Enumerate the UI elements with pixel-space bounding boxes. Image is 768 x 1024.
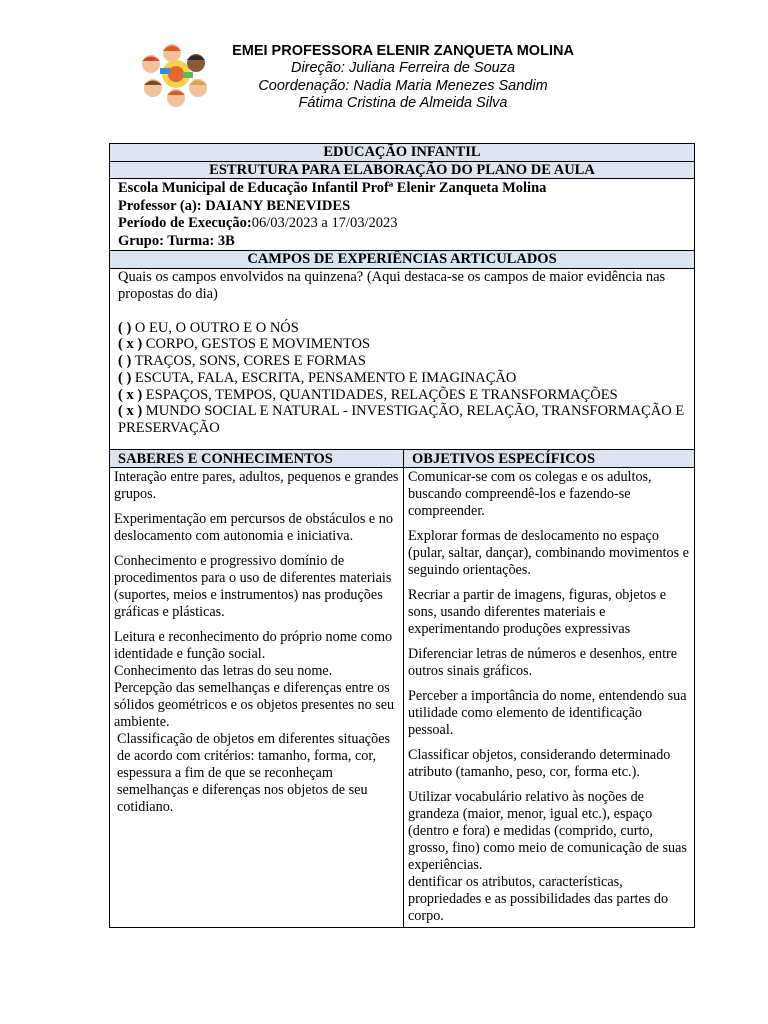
saberes-item: Experimentação em percursos de obstáculos e no deslocamento com autonomia e iniciativa. [114,510,393,544]
objetivos-column [404,450,694,927]
saberes-body [110,468,403,826]
campo-label: O EU, O OUTRO E O NÓS [134,319,299,336]
campos-question: Quais os campos envolvidos na quinzena? (Aqui destaca-se os campos de maior evidência nas propostas do dia) [118,268,666,302]
campo-label: CORPO, GESTOS E MOVIMENTOS [145,336,371,353]
professor-field: Professor (a): DAIANY BENEVIDES [118,197,351,214]
objetivo-item: Classificar objetos, considerando determinado atributo (tamanho, peso, cor, forma etc.). [408,746,671,780]
group-field: Grupo: Turma: 3B [118,232,235,249]
campo-checkbox: ( x ) [118,336,143,353]
objetivos-header: OBJETIVOS ESPECÍFICOS [404,450,694,468]
saberes-item: Classificação de objetos em diferentes situações de acordo com critérios: tamanho, forma, cor, espessura a fim de que se reconheçam semelhanças e diferenças nos objetos de seu cotidiano. [117,730,391,815]
campos-section [110,269,694,450]
campo-item [118,353,686,370]
lesson-plan-table [109,143,695,928]
objetivo-item: Utilizar vocabulário relativo às noções de grandeza (maior, menor, igual etc.), espaço (dentro e fora) e medidas (comprido, curto, grosso, fino) como meio de comunicação de suas experiências. [408,788,687,873]
header-text [188,42,618,113]
campo-label: MUNDO SOCIAL E NATURAL - INVESTIGAÇÃO, RELAÇÃO, TRANSFORMAÇÃO E PRESERVAÇÃO [118,403,685,437]
period-field [118,215,686,233]
table-subtitle: ESTRUTURA PARA ELABORAÇÃO DO PLANO DE AULA [110,162,694,180]
campo-checkbox: ( x ) [118,386,143,403]
objetivo-item: Perceber a importância do nome, entendendo sua utilidade como elemento de identificação pessoal. [408,687,687,738]
saberes-item: Conhecimento das letras do seu nome. [114,662,333,679]
school-field: Escola Municipal de Educação Infantil Profª Elenir Zanqueta Molina [118,180,547,196]
two-column-section [110,450,694,927]
campo-item [118,387,686,404]
saberes-item: Leitura e reconhecimento do próprio nome como identidade e função social. [114,628,393,662]
period-value: 06/03/2023 a 17/03/2023 [251,215,398,231]
campo-checkbox: ( ) [118,319,132,336]
school-title: EMEI PROFESSORA ELENIR ZANQUETA MOLINA [232,43,574,59]
campo-label: ESPAÇOS, TEMPOS, QUANTIDADES, RELAÇÕES E TRANSFORMAÇÕES [145,386,618,403]
objetivo-item: dentificar os atributos, características, propriedades e as possibilidades das partes do corpo. [408,873,669,924]
campo-item [118,320,686,337]
saberes-column [110,450,404,927]
campo-label: TRAÇOS, SONS, CORES E FORMAS [134,353,366,370]
coordination-line: Coordenação: Nadia Maria Menezes Sandim [258,77,548,94]
campo-item [118,336,686,353]
campo-checkbox: ( ) [118,369,132,386]
objetivo-item: Diferenciar letras de números e desenhos, entre outros sinais gráficos. [408,645,678,679]
saberes-item: Interação entre pares, adultos, pequenos e grandes grupos. [114,468,399,502]
campo-item [118,403,686,437]
objetivo-item: Comunicar-se com os colegas e os adultos, buscando compreendê-los e fazendo-se compreender. [408,468,652,519]
saberes-item: Conhecimento e progressivo domínio de procedimentos para o uso de diferentes materiais (suportes, meios e instrumentos) nas produções gráficas e plásticas. [114,552,392,620]
objetivos-body [404,468,694,927]
campo-checkbox: ( x ) [118,403,143,420]
director-line: Direção: Juliana Ferreira de Souza [290,60,516,76]
campo-item [118,370,686,387]
saberes-header: SABERES E CONHECIMENTOS [110,450,403,468]
objetivo-item: Recriar a partir de imagens, figuras, objetos e sons, usando diferentes materiais e experimentando produções expressivas [408,586,667,637]
saberes-item: Percepção das semelhanças e diferenças entre os sólidos geométricos e os objetos presentes no seu ambiente. [114,679,395,730]
table-title: EDUCAÇÃO INFANTIL [110,144,694,162]
objetivo-item: Explorar formas de deslocamento no espaço (pular, saltar, dançar), combinando movimentos e seguindo orientações. [408,527,689,578]
info-block [110,179,694,251]
campo-label: ESCUTA, FALA, ESCRITA, PENSAMENTO E IMAGINAÇÃO [134,369,517,386]
period-label: Período de Execução: [118,215,252,231]
coordination-line-2: Fátima Cristina de Almeida Silva [298,95,508,111]
page-header [0,40,768,115]
campos-header: CAMPOS DE EXPERIÊNCIAS ARTICULADOS [110,251,694,269]
campo-checkbox: ( ) [118,353,132,370]
